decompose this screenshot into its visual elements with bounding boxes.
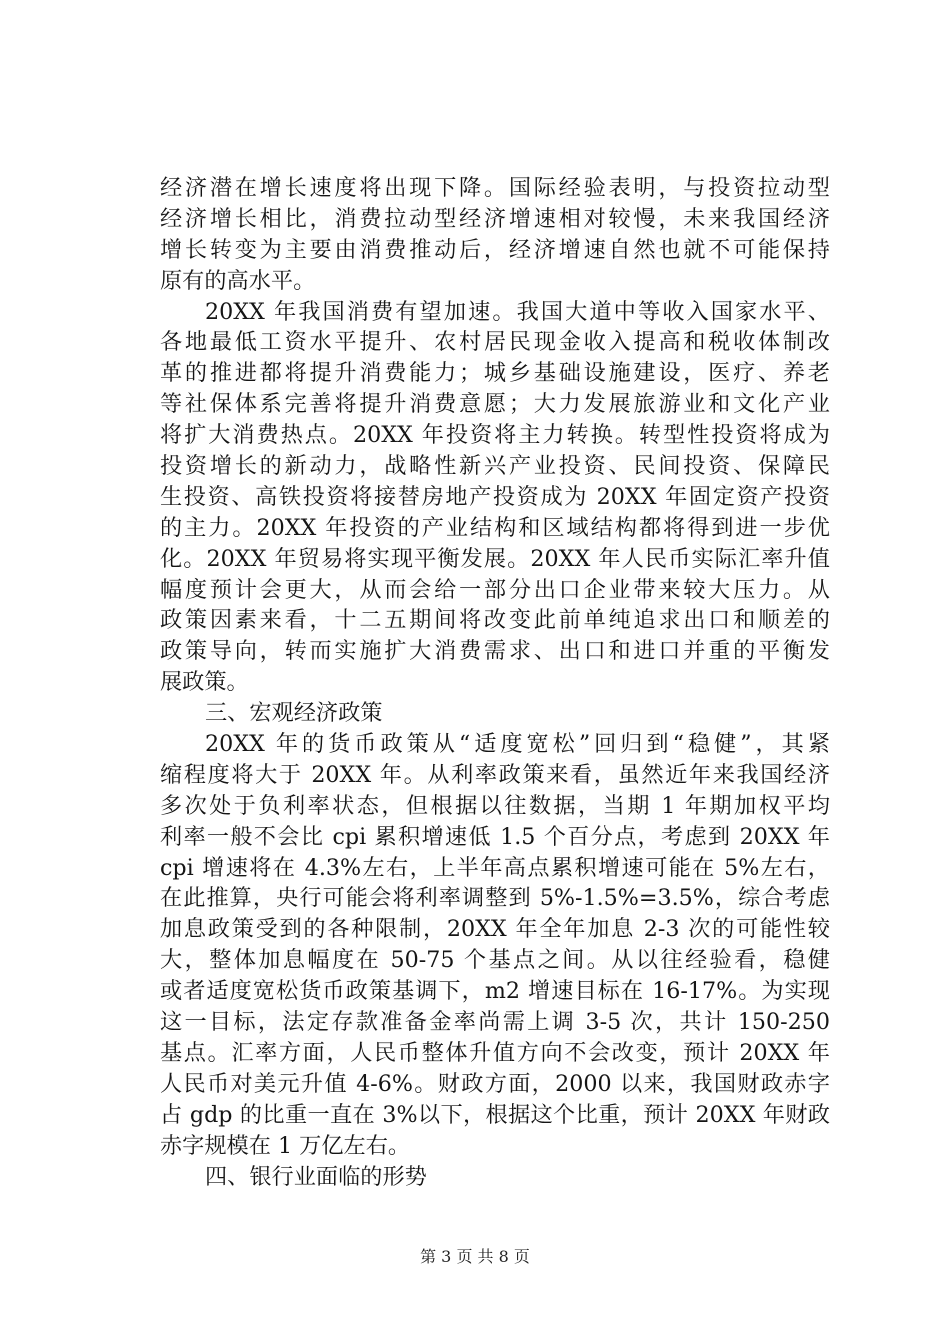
paragraph-1 <box>160 173 830 297</box>
text-line: 在此推算，央行可能会将利率调整到 5%-1.5%=3.5%，综合考虑 <box>160 885 830 912</box>
text-line: 展政策。 <box>160 669 249 696</box>
text-line: 幅度预计会更大，从而会给一部分出口企业带来较大压力。从 <box>160 576 830 603</box>
text-line: 20XX 年我国消费有望加速。我国大道中等收入国家水平、 <box>205 298 830 325</box>
text-line: 占 gdp 的比重一直在 3%以下，根据这个比重，预计 20XX 年财政 <box>160 1101 830 1128</box>
text-line: 化。20XX 年贸易将实现平衡发展。20XX 年人民币实际汇率升值 <box>160 545 830 572</box>
text-line: 大，整体加息幅度在 50-75 个基点之间。从以往经验看，稳健 <box>160 947 830 974</box>
text-line: 增长转变为主要由消费推动后，经济增速自然也就不可能保持 <box>160 236 830 263</box>
text-line: 经济潜在增长速度将出现下降。国际经验表明，与投资拉动型 <box>160 175 830 201</box>
text-line: 基点。汇率方面，人民币整体升值方向不会改变，预计 20XX 年 <box>160 1039 830 1066</box>
text-line: 的主力。20XX 年投资的产业结构和区域结构都将得到进一步优 <box>160 514 830 541</box>
text-line: cpi 增速将在 4.3%左右，上半年高点累积增速可能在 5%左右， <box>160 854 830 881</box>
text-line: 政策导向，转而实施扩大消费需求、出口和进口并重的平衡发 <box>160 638 830 665</box>
text-line: 这一目标，法定存款准备金率尚需上调 3-5 次，共计 150-250 <box>160 1009 830 1036</box>
page-footer <box>0 1244 950 1267</box>
paragraph-2 <box>160 297 830 699</box>
text-line: 各地最低工资水平提升、农村居民现金收入提高和税收体制改 <box>160 329 830 356</box>
text-line: 或者适度宽松货币政策基调下，m2 增速目标在 16-17%。为实现 <box>160 978 830 1005</box>
text-line: 生投资、高铁投资将接替房地产投资成为 20XX 年固定资产投资 <box>160 483 830 510</box>
section-heading-4 <box>160 1162 830 1193</box>
text-line: 革的推进都将提升消费能力；城乡基础设施建设，医疗、养老 <box>160 360 830 387</box>
heading-line: 四、银行业面临的形势 <box>205 1163 427 1190</box>
text-line: 等社保体系完善将提升消费意愿；大力发展旅游业和文化产业 <box>160 391 830 418</box>
text-line: 缩程度将大于 20XX 年。从利率政策来看，虽然近年来我国经济 <box>160 761 830 788</box>
paragraph-3 <box>160 729 830 1161</box>
text-line: 利率一般不会比 cpi 累积增速低 1.5 个百分点，考虑到 20XX 年 <box>160 823 830 850</box>
page-number-label: 第 3 页 共 8 页 <box>420 1247 530 1266</box>
text-line: 投资增长的新动力，战略性新兴产业投资、民间投资、保障民 <box>160 453 830 480</box>
text-line: 赤字规模在 1 万亿左右。 <box>160 1132 411 1159</box>
text-line: 政策因素来看，十二五期间将改变此前单纯追求出口和顺差的 <box>160 607 830 634</box>
text-line: 20XX 年的货币政策从“适度宽松”回归到“稳健”，其紧 <box>205 731 830 758</box>
text-line: 原有的高水平。 <box>160 267 316 294</box>
section-heading-3 <box>160 698 830 729</box>
document-body <box>160 173 830 1192</box>
text-line: 人民币对美元升值 4-6%。财政方面，2000 以来，我国财政赤字 <box>160 1070 830 1097</box>
heading-line: 三、宏观经济政策 <box>205 700 383 727</box>
text-line: 将扩大消费热点。20XX 年投资将主力转换。转型性投资将成为 <box>160 422 830 449</box>
text-line: 加息政策受到的各种限制，20XX 年全年加息 2-3 次的可能性较 <box>160 916 830 943</box>
text-line: 多次处于负利率状态，但根据以往数据，当期 1 年期加权平均 <box>160 792 830 819</box>
text-line: 经济增长相比，消费拉动型经济增速相对较慢，未来我国经济 <box>160 205 830 232</box>
